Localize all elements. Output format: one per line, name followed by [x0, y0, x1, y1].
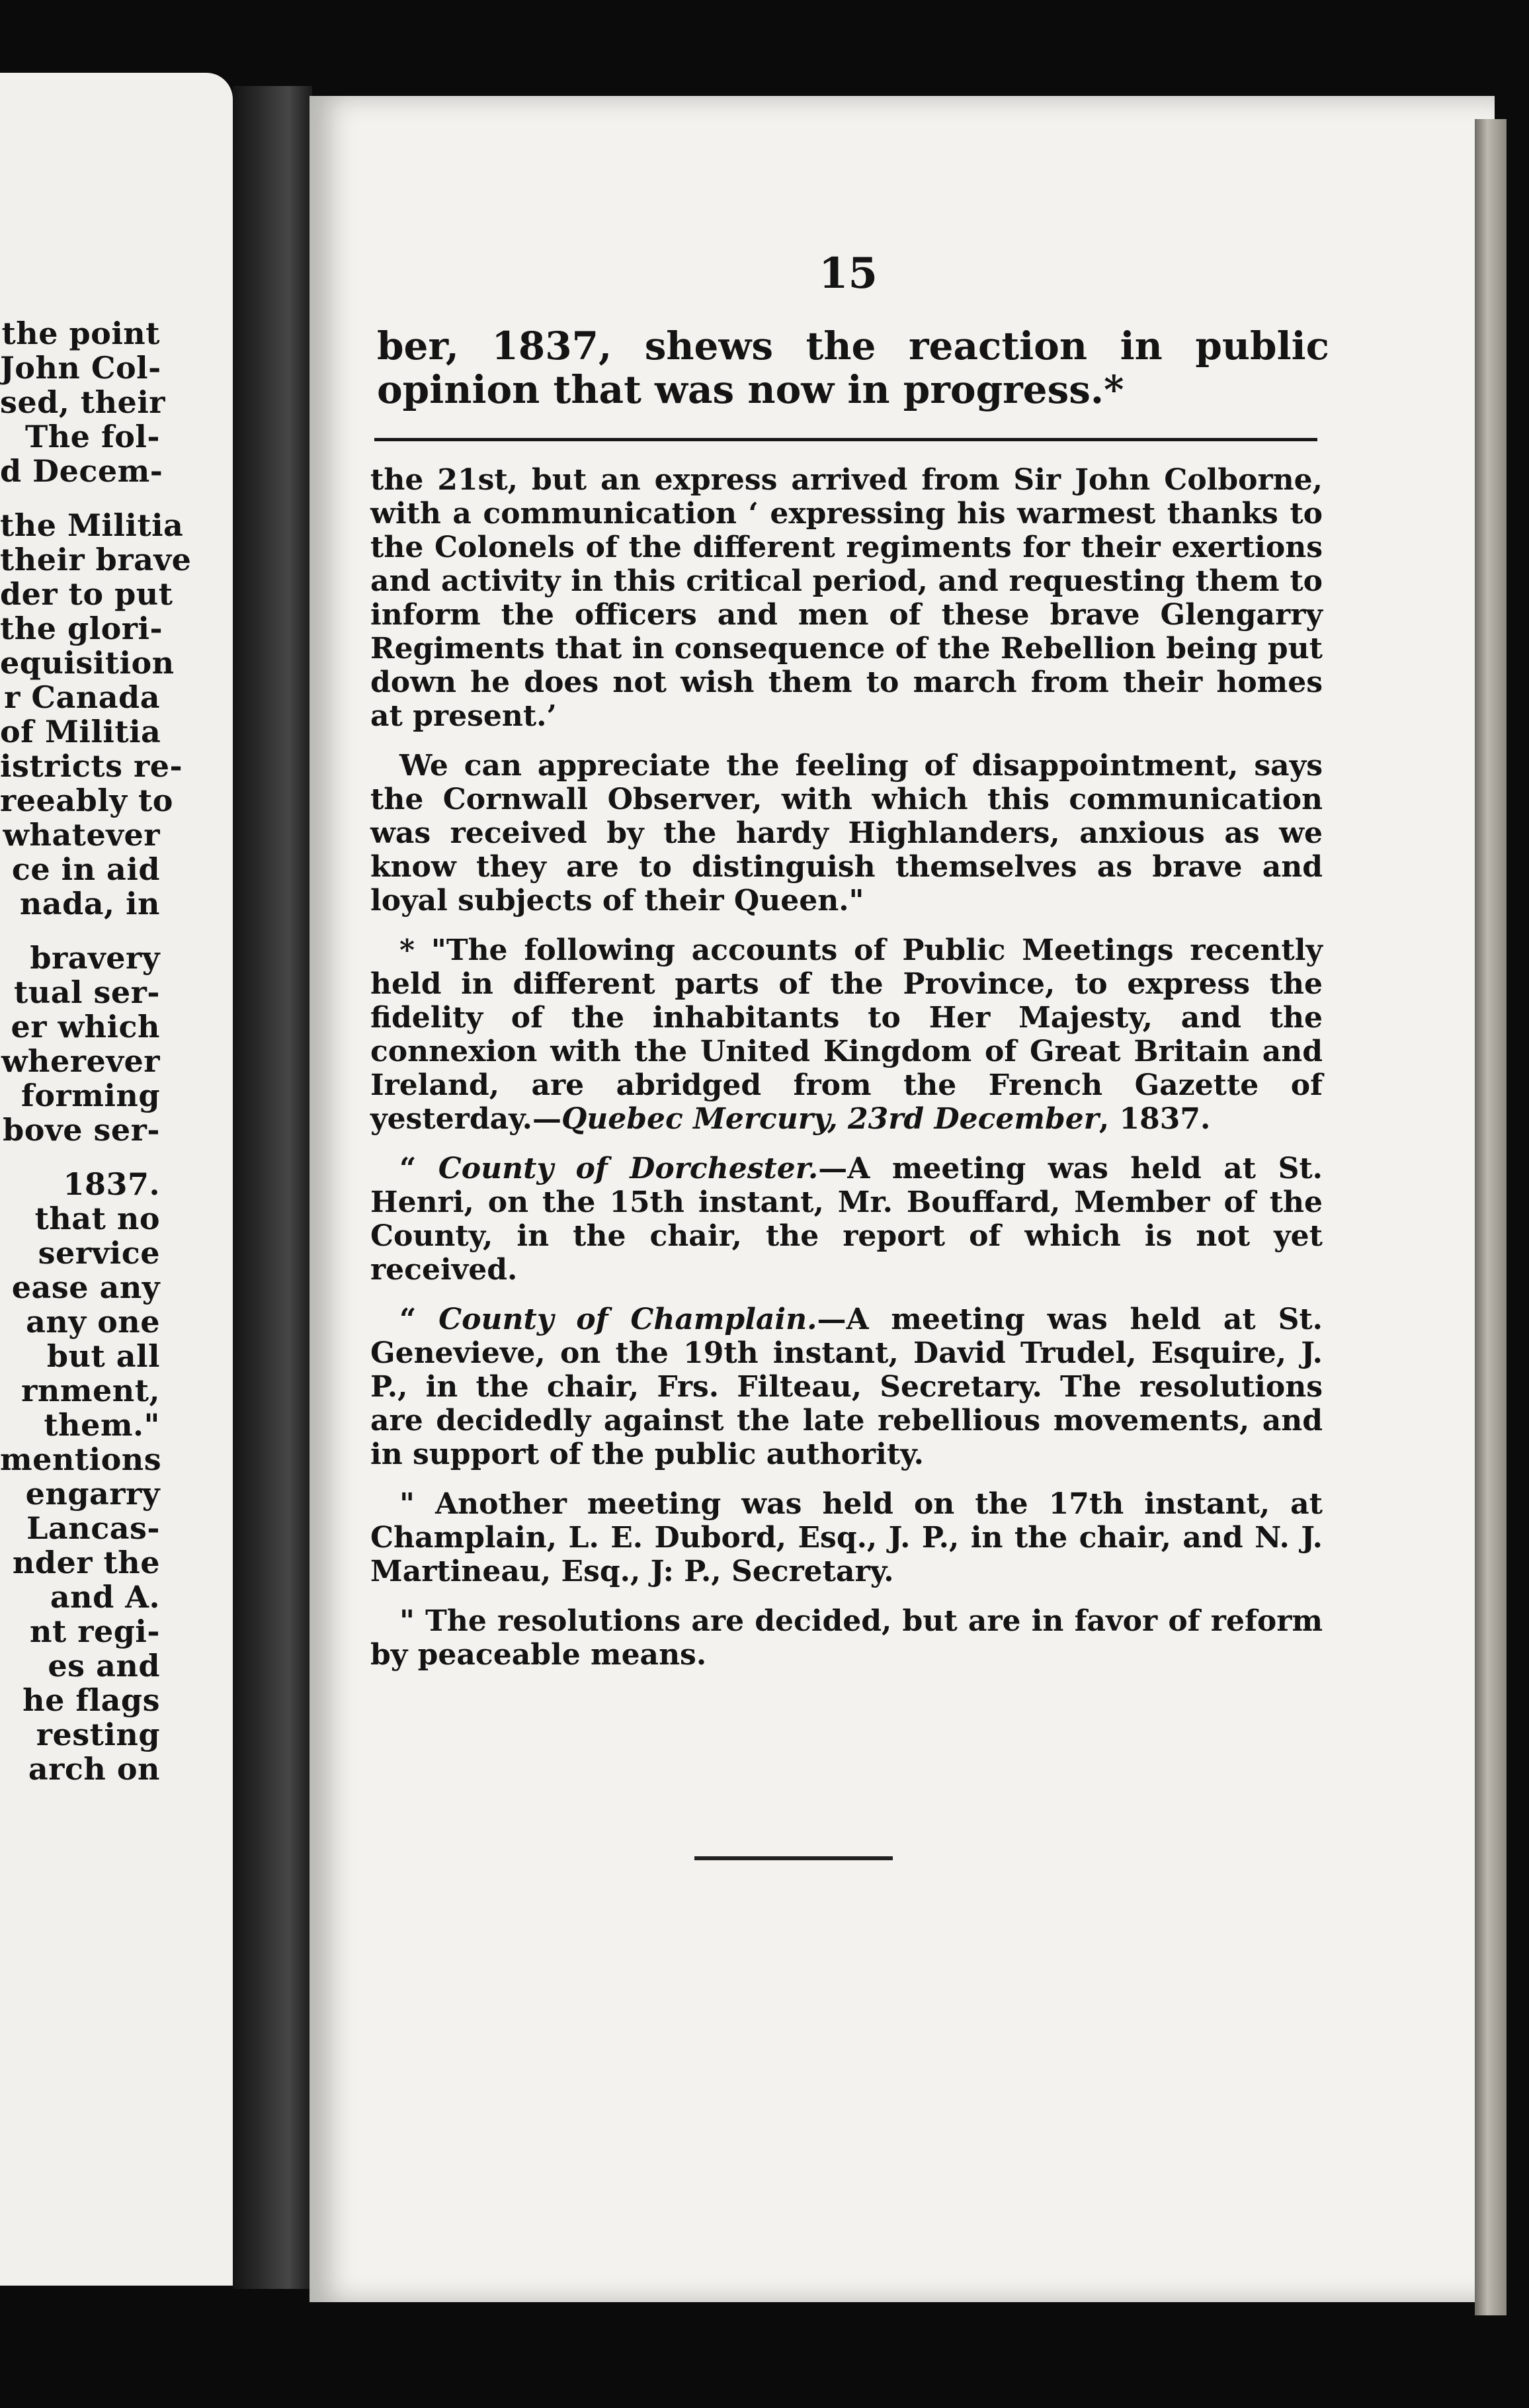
footnote-block	[370, 463, 1323, 1688]
footnote-paragraph-3	[370, 933, 1323, 1136]
left-page-line: es and	[48, 1648, 160, 1684]
footnote-3-text: * "The following accounts of Public Meetings recently held in different parts of the Province, to express the fidelity of the inhabitants to Her Majesty, and the connexion with the United Kingdom of Great Britain and Ireland, are abridged from the French Gazette of yesterday.—	[370, 933, 1323, 1136]
left-page-line: mentions	[0, 1441, 162, 1477]
county-dorchester-heading: County of Dorchester.	[438, 1152, 819, 1185]
left-page-line: der to put	[0, 576, 173, 612]
main-body-text	[377, 324, 1329, 411]
footnote-paragraph-5: “ County of Champlain.—A meeting was held at St. Genevieve, on the 19th instant, David Trudel, Esquire, J. P., in the chair, Frs. Filteau, Secretary. The resolutions are decidedly against the late rebellious movements, and in support of the public authority.	[370, 1303, 1323, 1471]
left-page-line: r Canada	[4, 679, 160, 715]
left-page-line: resting	[36, 1717, 160, 1752]
footnote-separator-rule	[374, 438, 1317, 441]
footnote-paragraph-7: " The resolutions are decided, but are in favor of reform by peaceable means.	[370, 1604, 1323, 1672]
left-page-line: wherever	[1, 1043, 160, 1079]
left-page-line: rnment,	[21, 1373, 160, 1408]
left-facing-page	[0, 73, 233, 2286]
left-page-line: nada, in	[19, 886, 160, 922]
left-page-line: tual ser-	[14, 974, 160, 1010]
left-page-line: istricts re-	[0, 748, 183, 784]
book-gutter	[233, 86, 312, 2289]
county-champlain-heading: County of Champlain.	[438, 1303, 817, 1336]
footnote-paragraph-6: " Another meeting was held on the 17th instant, at Champlain, L. E. Dubord, Esq., J. P., in the chair, and N. J. Martineau, Esq., J: P., Secretary.	[370, 1487, 1323, 1588]
left-page-line: nt regi-	[30, 1613, 160, 1649]
county-dorchester-text: —A meeting was held at St. Henri, on the 15th instant, Mr. Bouffard, Member of the County, in the chair, the report of which is not yet received.	[370, 1152, 1323, 1287]
page-edge	[1475, 119, 1507, 2315]
end-ornament-rule	[694, 1856, 893, 1860]
left-page-gap	[0, 1147, 160, 1167]
left-page-line: d Decem-	[0, 453, 163, 489]
left-page-line: whatever	[3, 817, 160, 853]
left-page-line: the point	[1, 316, 160, 351]
left-page-line: and A.	[50, 1579, 160, 1615]
left-page-line: nder the	[12, 1545, 160, 1580]
left-page-line: arch on	[28, 1751, 160, 1787]
footnote-paragraph-4: “ County of Dorchester.—A meeting was held at St. Henri, on the 15th instant, Mr. Bouffard, Member of the County, in the chair, the report of which is not yet received.	[370, 1152, 1323, 1287]
left-page-text-column	[0, 316, 192, 1787]
footnote-paragraph-1: the 21st, but an express arrived from Sir John Colborne, with a communication ‘ expressing his warmest thanks to the Colonels of the different regiments for their exertions and activity in this critical period, and requesting them to inform the officers and men of these brave Glengarry Regiments that in consequence of the Rebellion being put down he does not wish them to march from their homes at present.’	[370, 463, 1323, 733]
left-page-line: forming	[21, 1078, 160, 1113]
left-page-line: any one	[26, 1304, 160, 1340]
footnote-3-year: , 1837.	[1098, 1102, 1211, 1136]
left-page-line: John Col-	[0, 350, 161, 386]
left-page-line: bove ser-	[3, 1112, 160, 1148]
left-page-gap	[0, 921, 160, 941]
left-page-line: the Militia	[0, 507, 184, 543]
footnote-paragraph-2: We can appreciate the feeling of disappointment, says the Cornwall Observer, with which this communication was received by the hardy Highlanders, anxious as we know they are to distinguish themselves as brave and loyal subjects of their Queen."	[370, 749, 1323, 918]
left-page-line: Lancas-	[26, 1510, 160, 1546]
footnote-3-source: Quebec Mercury, 23rd December	[561, 1102, 1099, 1136]
left-page-line: 1837.	[63, 1166, 160, 1202]
left-page-line: them."	[44, 1407, 160, 1443]
left-page-line: service	[38, 1235, 160, 1271]
page-number: 15	[819, 249, 878, 298]
main-paragraph: ber, 1837, shews the reaction in public opinion that was now in progress.*	[377, 323, 1329, 412]
left-page-line: the glori-	[0, 611, 163, 646]
left-page-line: their brave	[0, 542, 192, 578]
left-page-gap	[0, 488, 160, 508]
left-page-line: engarry	[25, 1476, 160, 1512]
left-page-line: that no	[34, 1201, 160, 1236]
left-page-line: ease any	[11, 1269, 160, 1305]
county-champlain-text: —A meeting was held at St. Genevieve, on the 19th instant, David Trudel, Esquire, J. P., in the chair, Frs. Filteau, Secretary. The resolutions are decidedly against the late rebellious movements, and in support of the public authority.	[370, 1303, 1323, 1471]
left-page-line: reeably to	[0, 783, 173, 818]
left-page-line: equisition	[0, 645, 175, 681]
left-page-line: ce in aid	[11, 851, 160, 887]
left-page-line: he flags	[22, 1682, 160, 1718]
left-page-line: but all	[46, 1338, 160, 1374]
left-page-line: of Militia	[0, 714, 161, 750]
left-page-line: sed, their	[0, 384, 166, 420]
left-page-line: er which	[11, 1009, 160, 1045]
left-page-line: bravery	[30, 940, 160, 976]
left-page-line: The fol-	[25, 419, 160, 454]
